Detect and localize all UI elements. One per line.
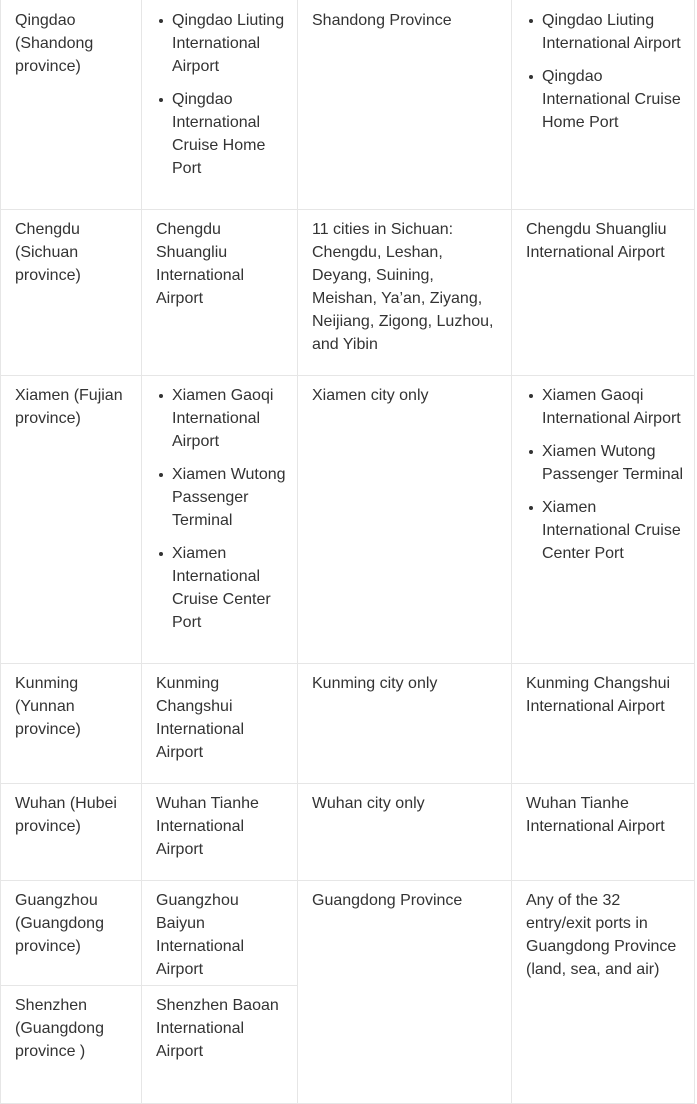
list-item: Xiamen Wutong Passenger Terminal bbox=[542, 440, 684, 486]
region-text: Xiamen city only bbox=[312, 387, 429, 404]
region-text: Wuhan city only bbox=[312, 795, 425, 812]
city-name: Chengdu (Sichuan province) bbox=[15, 221, 81, 284]
exit-ports-cell bbox=[512, 881, 695, 1104]
port-text: Guangzhou Baiyun International Airport bbox=[156, 892, 245, 978]
list-item: Xiamen Gaoqi International Airport bbox=[542, 384, 684, 430]
port-list bbox=[156, 384, 287, 634]
port-text: Kunming Changshui International Airport bbox=[156, 675, 245, 761]
city-cell bbox=[1, 986, 142, 1104]
table-row bbox=[1, 210, 695, 376]
port-text: Chengdu Shuangliu International Airport bbox=[156, 221, 245, 307]
exit-ports-cell bbox=[512, 376, 695, 664]
ports-cell bbox=[142, 986, 298, 1104]
region-cell bbox=[298, 664, 512, 784]
region-cell bbox=[298, 376, 512, 664]
table-row bbox=[1, 376, 695, 664]
ports-cell bbox=[142, 881, 298, 986]
region-cell bbox=[298, 0, 512, 210]
exit-ports-cell bbox=[512, 784, 695, 881]
region-text: Shandong Province bbox=[312, 12, 452, 29]
table-row bbox=[1, 664, 695, 784]
exit-port-text: Kunming Changshui International Airport bbox=[526, 675, 671, 715]
exit-ports-cell bbox=[512, 664, 695, 784]
list-item: Xiamen Gaoqi International Airport bbox=[172, 384, 287, 453]
exit-ports-cell bbox=[512, 210, 695, 376]
city-cell bbox=[1, 0, 142, 210]
port-list bbox=[156, 9, 287, 180]
city-name: Shenzhen (Guangdong province ) bbox=[15, 997, 104, 1060]
table-row bbox=[1, 881, 695, 986]
exit-port-text: Any of the 32 entry/exit ports in Guangdong Province (land, sea, and air) bbox=[526, 892, 677, 978]
exit-port-list bbox=[526, 384, 684, 565]
region-text: 11 cities in Sichuan: Chengdu, Leshan, Deyang, Suining, Meishan, Ya’an, Ziyang, Neijiang, Zigong, Luzhou, and Yibin bbox=[312, 221, 494, 353]
city-cell bbox=[1, 784, 142, 881]
city-name: Kunming (Yunnan province) bbox=[15, 675, 81, 738]
list-item: Qingdao International Cruise Home Port bbox=[542, 65, 684, 134]
exit-port-text: Wuhan Tianhe International Airport bbox=[526, 795, 665, 835]
region-cell bbox=[298, 881, 512, 1104]
city-name: Qingdao (Shandong province) bbox=[15, 12, 94, 75]
ports-cell bbox=[142, 376, 298, 664]
list-item: Xiamen International Cruise Center Port bbox=[542, 496, 684, 565]
city-name: Xiamen (Fujian province) bbox=[15, 387, 123, 427]
city-cell bbox=[1, 210, 142, 376]
region-cell bbox=[298, 784, 512, 881]
list-item: Xiamen Wutong Passenger Terminal bbox=[172, 463, 287, 532]
table-row bbox=[1, 784, 695, 881]
list-item: Qingdao International Cruise Home Port bbox=[172, 88, 287, 180]
ports-cell bbox=[142, 0, 298, 210]
table-row bbox=[1, 0, 695, 210]
ports-cell bbox=[142, 664, 298, 784]
list-item: Xiamen International Cruise Center Port bbox=[172, 542, 287, 634]
exit-ports-cell bbox=[512, 0, 695, 210]
region-text: Kunming city only bbox=[312, 675, 438, 692]
list-item: Qingdao Liuting International Airport bbox=[542, 9, 684, 55]
exit-port-list bbox=[526, 9, 684, 134]
city-cell bbox=[1, 881, 142, 986]
city-cell bbox=[1, 664, 142, 784]
port-text: Wuhan Tianhe International Airport bbox=[156, 795, 259, 858]
city-name: Guangzhou (Guangdong province) bbox=[15, 892, 104, 955]
exit-port-text: Chengdu Shuangliu International Airport bbox=[526, 221, 667, 261]
region-text: Guangdong Province bbox=[312, 892, 463, 909]
city-cell bbox=[1, 376, 142, 664]
ports-cell bbox=[142, 210, 298, 376]
region-cell bbox=[298, 210, 512, 376]
port-text: Shenzhen Baoan International Airport bbox=[156, 997, 279, 1060]
ports-cell bbox=[142, 784, 298, 881]
city-name: Wuhan (Hubei province) bbox=[15, 795, 117, 835]
list-item: Qingdao Liuting International Airport bbox=[172, 9, 287, 78]
